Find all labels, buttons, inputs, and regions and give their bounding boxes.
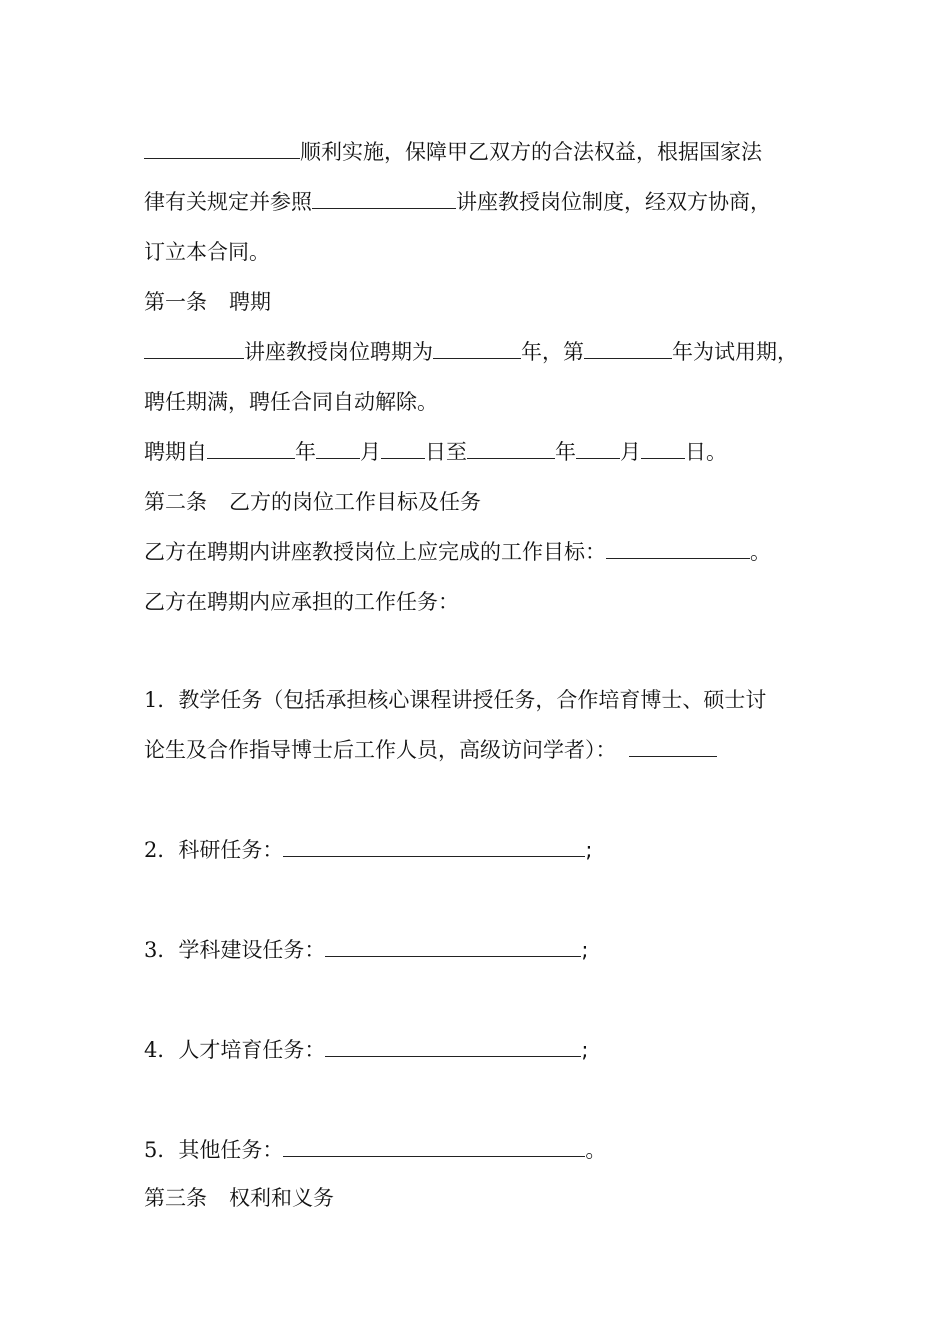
start-day-blank xyxy=(381,438,425,459)
text: 律有关规定并参照 xyxy=(144,190,312,214)
task-4-line xyxy=(144,1036,588,1066)
fill-blank xyxy=(629,736,717,757)
task-3-line xyxy=(144,936,588,966)
term-line xyxy=(144,338,798,368)
end-day-blank xyxy=(641,438,685,459)
text: 月 xyxy=(620,440,641,464)
text: 日。 xyxy=(685,440,727,464)
text: 年，第 xyxy=(521,340,584,364)
text: 学科建设任务： xyxy=(178,938,326,962)
text: 论生及合作指导博士后工作人员，高级访问学者）： xyxy=(144,738,617,762)
fill-blank xyxy=(283,836,585,857)
text: 顺利实施，保障甲乙双方的合法权益，根据国家法 xyxy=(300,140,762,164)
text: 聘期自 xyxy=(144,440,207,464)
task-number: 1． xyxy=(144,688,179,712)
text: ; xyxy=(581,1038,589,1062)
work-tasks-intro: 乙方在聘期内应承担的工作任务： xyxy=(144,590,459,614)
task-1-line-2 xyxy=(144,736,717,766)
text: 年 xyxy=(555,440,576,464)
article-title: 乙方的岗位工作目标及任务 xyxy=(229,490,481,514)
article-title: 权利和义务 xyxy=(229,1186,334,1210)
text: 年 xyxy=(295,440,316,464)
term-expiry-line: 聘任期满，聘任合同自动解除。 xyxy=(144,390,438,414)
article-label: 第三条 xyxy=(144,1186,207,1210)
fill-blank xyxy=(584,338,672,359)
task-number: 3． xyxy=(144,938,179,962)
paragraph-intro-line-1 xyxy=(144,138,762,168)
start-year-blank xyxy=(207,438,295,459)
paragraph-intro-line-2 xyxy=(144,188,771,218)
article-3-heading xyxy=(144,1184,334,1214)
text: 其他任务： xyxy=(178,1138,284,1162)
term-dates-line xyxy=(144,438,727,468)
text: 日至 xyxy=(425,440,467,464)
text: ; xyxy=(585,838,593,862)
text: 。 xyxy=(750,540,771,564)
paragraph-intro-line-3: 订立本合同。 xyxy=(144,240,270,264)
fill-blank xyxy=(144,138,300,159)
fill-blank xyxy=(283,1136,585,1157)
fill-blank xyxy=(312,188,456,209)
task-number: 4． xyxy=(144,1038,179,1062)
task-number: 5． xyxy=(144,1138,179,1162)
task-2-line xyxy=(144,836,592,866)
text: 乙方在聘期内讲座教授岗位上应完成的工作目标： xyxy=(144,540,606,564)
end-month-blank xyxy=(576,438,620,459)
article-2-heading xyxy=(144,488,481,518)
task-5-line xyxy=(144,1136,606,1166)
fill-blank xyxy=(144,338,244,359)
article-label: 第二条 xyxy=(144,490,207,514)
start-month-blank xyxy=(316,438,360,459)
task-number: 2． xyxy=(144,838,179,862)
fill-blank xyxy=(606,538,750,559)
task-1-line-1 xyxy=(144,686,766,716)
fill-blank xyxy=(325,936,581,957)
work-goal-line xyxy=(144,538,771,568)
article-title: 聘期 xyxy=(229,290,271,314)
text: 讲座教授岗位聘期为 xyxy=(244,340,433,364)
text: 月 xyxy=(360,440,381,464)
end-year-blank xyxy=(467,438,555,459)
article-label: 第一条 xyxy=(144,290,207,314)
fill-blank xyxy=(325,1036,581,1057)
text: 教学任务（包括承担核心课程讲授任务，合作培育博士、硕士讨 xyxy=(178,688,767,712)
text: 。 xyxy=(585,1138,607,1162)
text: 年为试用期， xyxy=(672,340,798,364)
text: 人才培育任务： xyxy=(178,1038,326,1062)
article-1-heading xyxy=(144,288,271,318)
text: ; xyxy=(581,938,589,962)
fill-blank xyxy=(433,338,521,359)
text: 讲座教授岗位制度，经双方协商， xyxy=(456,190,771,214)
text: 科研任务： xyxy=(178,838,284,862)
